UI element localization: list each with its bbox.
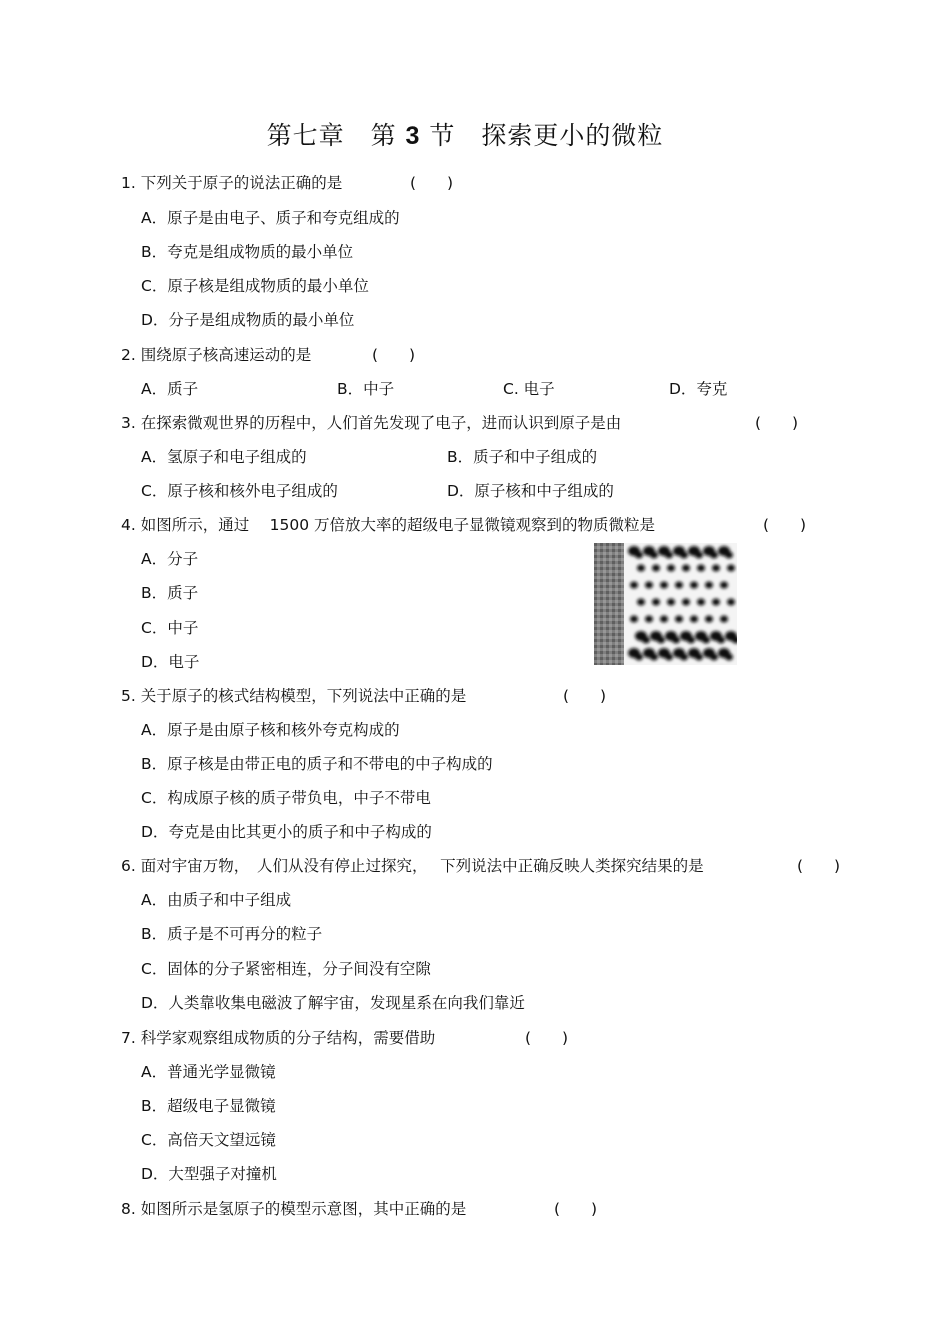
q2-option-c: C. 电子: [503, 380, 555, 398]
q5-option-c: C．构成原子核的质子带负电，中子不带电: [141, 789, 431, 807]
lattice-particle: [650, 654, 658, 661]
lattice-particle: [667, 565, 675, 572]
lattice-particle: [672, 637, 680, 644]
lattice-particle: [717, 637, 725, 644]
lattice-particle: [680, 552, 688, 559]
electron-microscope-image: [594, 543, 737, 665]
q1-option-d: D．分子是组成物质的最小单位: [141, 311, 355, 329]
lattice-particle: [712, 565, 720, 572]
lattice-particle: [697, 565, 705, 572]
lattice-particle: [690, 582, 698, 589]
q5-option-b: B．原子核是由带正电的质子和不带电的中子构成的: [141, 755, 493, 773]
lattice-particle: [702, 637, 710, 644]
lattice-particle: [720, 616, 728, 623]
lattice-particle: [727, 599, 735, 606]
q4-option-b: B．质子: [141, 584, 199, 602]
title-prefix: 第七章 第: [266, 121, 397, 150]
q3-option-c: C．原子核和核外电子组成的: [141, 482, 338, 500]
lattice-particle: [720, 582, 728, 589]
answer-blank-2: ( ): [372, 346, 416, 364]
question-4-stem: 4. 如图所示，通过 1500 万倍放大率的超级电子显微镜观察到的物质微粒是: [121, 516, 656, 534]
lattice-particle: [645, 582, 653, 589]
q4-option-a: A．分子: [141, 550, 199, 568]
lattice-particle: [630, 616, 638, 623]
lattice-particle: [682, 565, 690, 572]
question-2-stem: 2. 围绕原子核高速运动的是: [121, 346, 312, 364]
q6-option-a: A．由质子和中子组成: [141, 891, 292, 909]
lattice-particle: [727, 565, 735, 572]
lattice-particle: [635, 552, 643, 559]
q7-option-b: B．超级电子显微镜: [141, 1097, 276, 1115]
q6-option-c: C．固体的分子紧密相连，分子间没有空隙: [141, 960, 431, 978]
q2-option-b: B．中子: [337, 380, 395, 398]
lattice-particle: [687, 637, 695, 644]
lattice-particle: [645, 616, 653, 623]
lattice-particle: [682, 599, 690, 606]
lattice-particle: [665, 552, 673, 559]
lattice-particle: [667, 599, 675, 606]
lattice-particle: [725, 552, 733, 559]
answer-blank-1: ( ): [410, 174, 454, 192]
lattice-particle: [725, 654, 733, 661]
q7-option-d: D．大型强子对撞机: [141, 1165, 277, 1183]
lattice-particle: [630, 582, 638, 589]
lattice-particle: [697, 599, 705, 606]
question-7-stem: 7. 科学家观察组成物质的分子结构，需要借助: [121, 1029, 436, 1047]
q6-option-b: B．质子是不可再分的粒子: [141, 925, 323, 943]
question-8-stem: 8. 如图所示是氢原子的模型示意图，其中正确的是: [121, 1200, 467, 1218]
q5-option-a: A．原子是由原子核和核外夸克构成的: [141, 721, 400, 739]
lattice-particle: [652, 565, 660, 572]
answer-blank-6: ( ): [797, 857, 841, 875]
q1-option-c: C．原子核是组成物质的最小单位: [141, 277, 369, 295]
lattice-particle: [690, 616, 698, 623]
page-title: [0, 116, 930, 152]
q4-option-d: D．电子: [141, 653, 200, 671]
lattice-particle: [637, 599, 645, 606]
answer-blank-7: ( ): [525, 1029, 569, 1047]
lattice-particle: [712, 599, 720, 606]
q6-option-d: D．人类靠收集电磁波了解宇宙，发现星系在向我们靠近: [141, 994, 525, 1012]
title-number: 3: [405, 122, 421, 150]
lattice-particle: [652, 599, 660, 606]
q1-option-b: B．夸克是组成物质的最小单位: [141, 243, 354, 261]
lattice-particle: [650, 552, 658, 559]
question-5-stem: 5. 关于原子的核式结构模型，下列说法中正确的是: [121, 687, 467, 705]
question-1-stem: 1. 下列关于原子的说法正确的是: [121, 174, 343, 192]
q5-option-d: D．夸克是由比其更小的质子和中子构成的: [141, 823, 432, 841]
q7-option-a: A．普通光学显微镜: [141, 1063, 276, 1081]
title-suffix: 节 探索更小的微粒: [429, 121, 664, 150]
lattice-particle: [660, 582, 668, 589]
lattice-particle: [675, 616, 683, 623]
answer-blank-3: ( ): [755, 414, 799, 432]
lattice-particle: [695, 552, 703, 559]
lattice-particle: [705, 616, 713, 623]
lattice-particle: [637, 565, 645, 572]
lattice-particle: [642, 637, 650, 644]
q2-option-d: D．夸克: [669, 380, 728, 398]
answer-blank-8: ( ): [554, 1200, 598, 1218]
lattice-particle: [657, 637, 665, 644]
lattice-particle: [675, 582, 683, 589]
lattice-particle: [680, 654, 688, 661]
q7-option-c: C．高倍天文望远镜: [141, 1131, 276, 1149]
q4-option-c: C．中子: [141, 619, 199, 637]
q3-option-a: A．氢原子和电子组成的: [141, 448, 307, 466]
answer-blank-4: ( ): [763, 516, 807, 534]
lattice-particle: [710, 552, 718, 559]
q3-option-d: D．原子核和中子组成的: [447, 482, 614, 500]
question-6-stem: 6. 面对宇宙万物， 人们从没有停止过探究， 下列说法中正确反映人类探究结果的是: [121, 857, 704, 875]
lattice-particle: [695, 654, 703, 661]
q1-option-a: A．原子是由电子、质子和夸克组成的: [141, 209, 400, 227]
lattice-particle: [710, 654, 718, 661]
answer-blank-5: ( ): [563, 687, 607, 705]
question-3-stem: 3. 在探索微观世界的历程中，人们首先发现了电子，进而认识到原子是由: [121, 414, 622, 432]
lattice-particle: [635, 654, 643, 661]
lattice-particle: [660, 616, 668, 623]
q2-option-a: A．质子: [141, 380, 199, 398]
q3-option-b: B．质子和中子组成的: [447, 448, 598, 466]
lattice-particle: [705, 582, 713, 589]
lattice-particle: [665, 654, 673, 661]
